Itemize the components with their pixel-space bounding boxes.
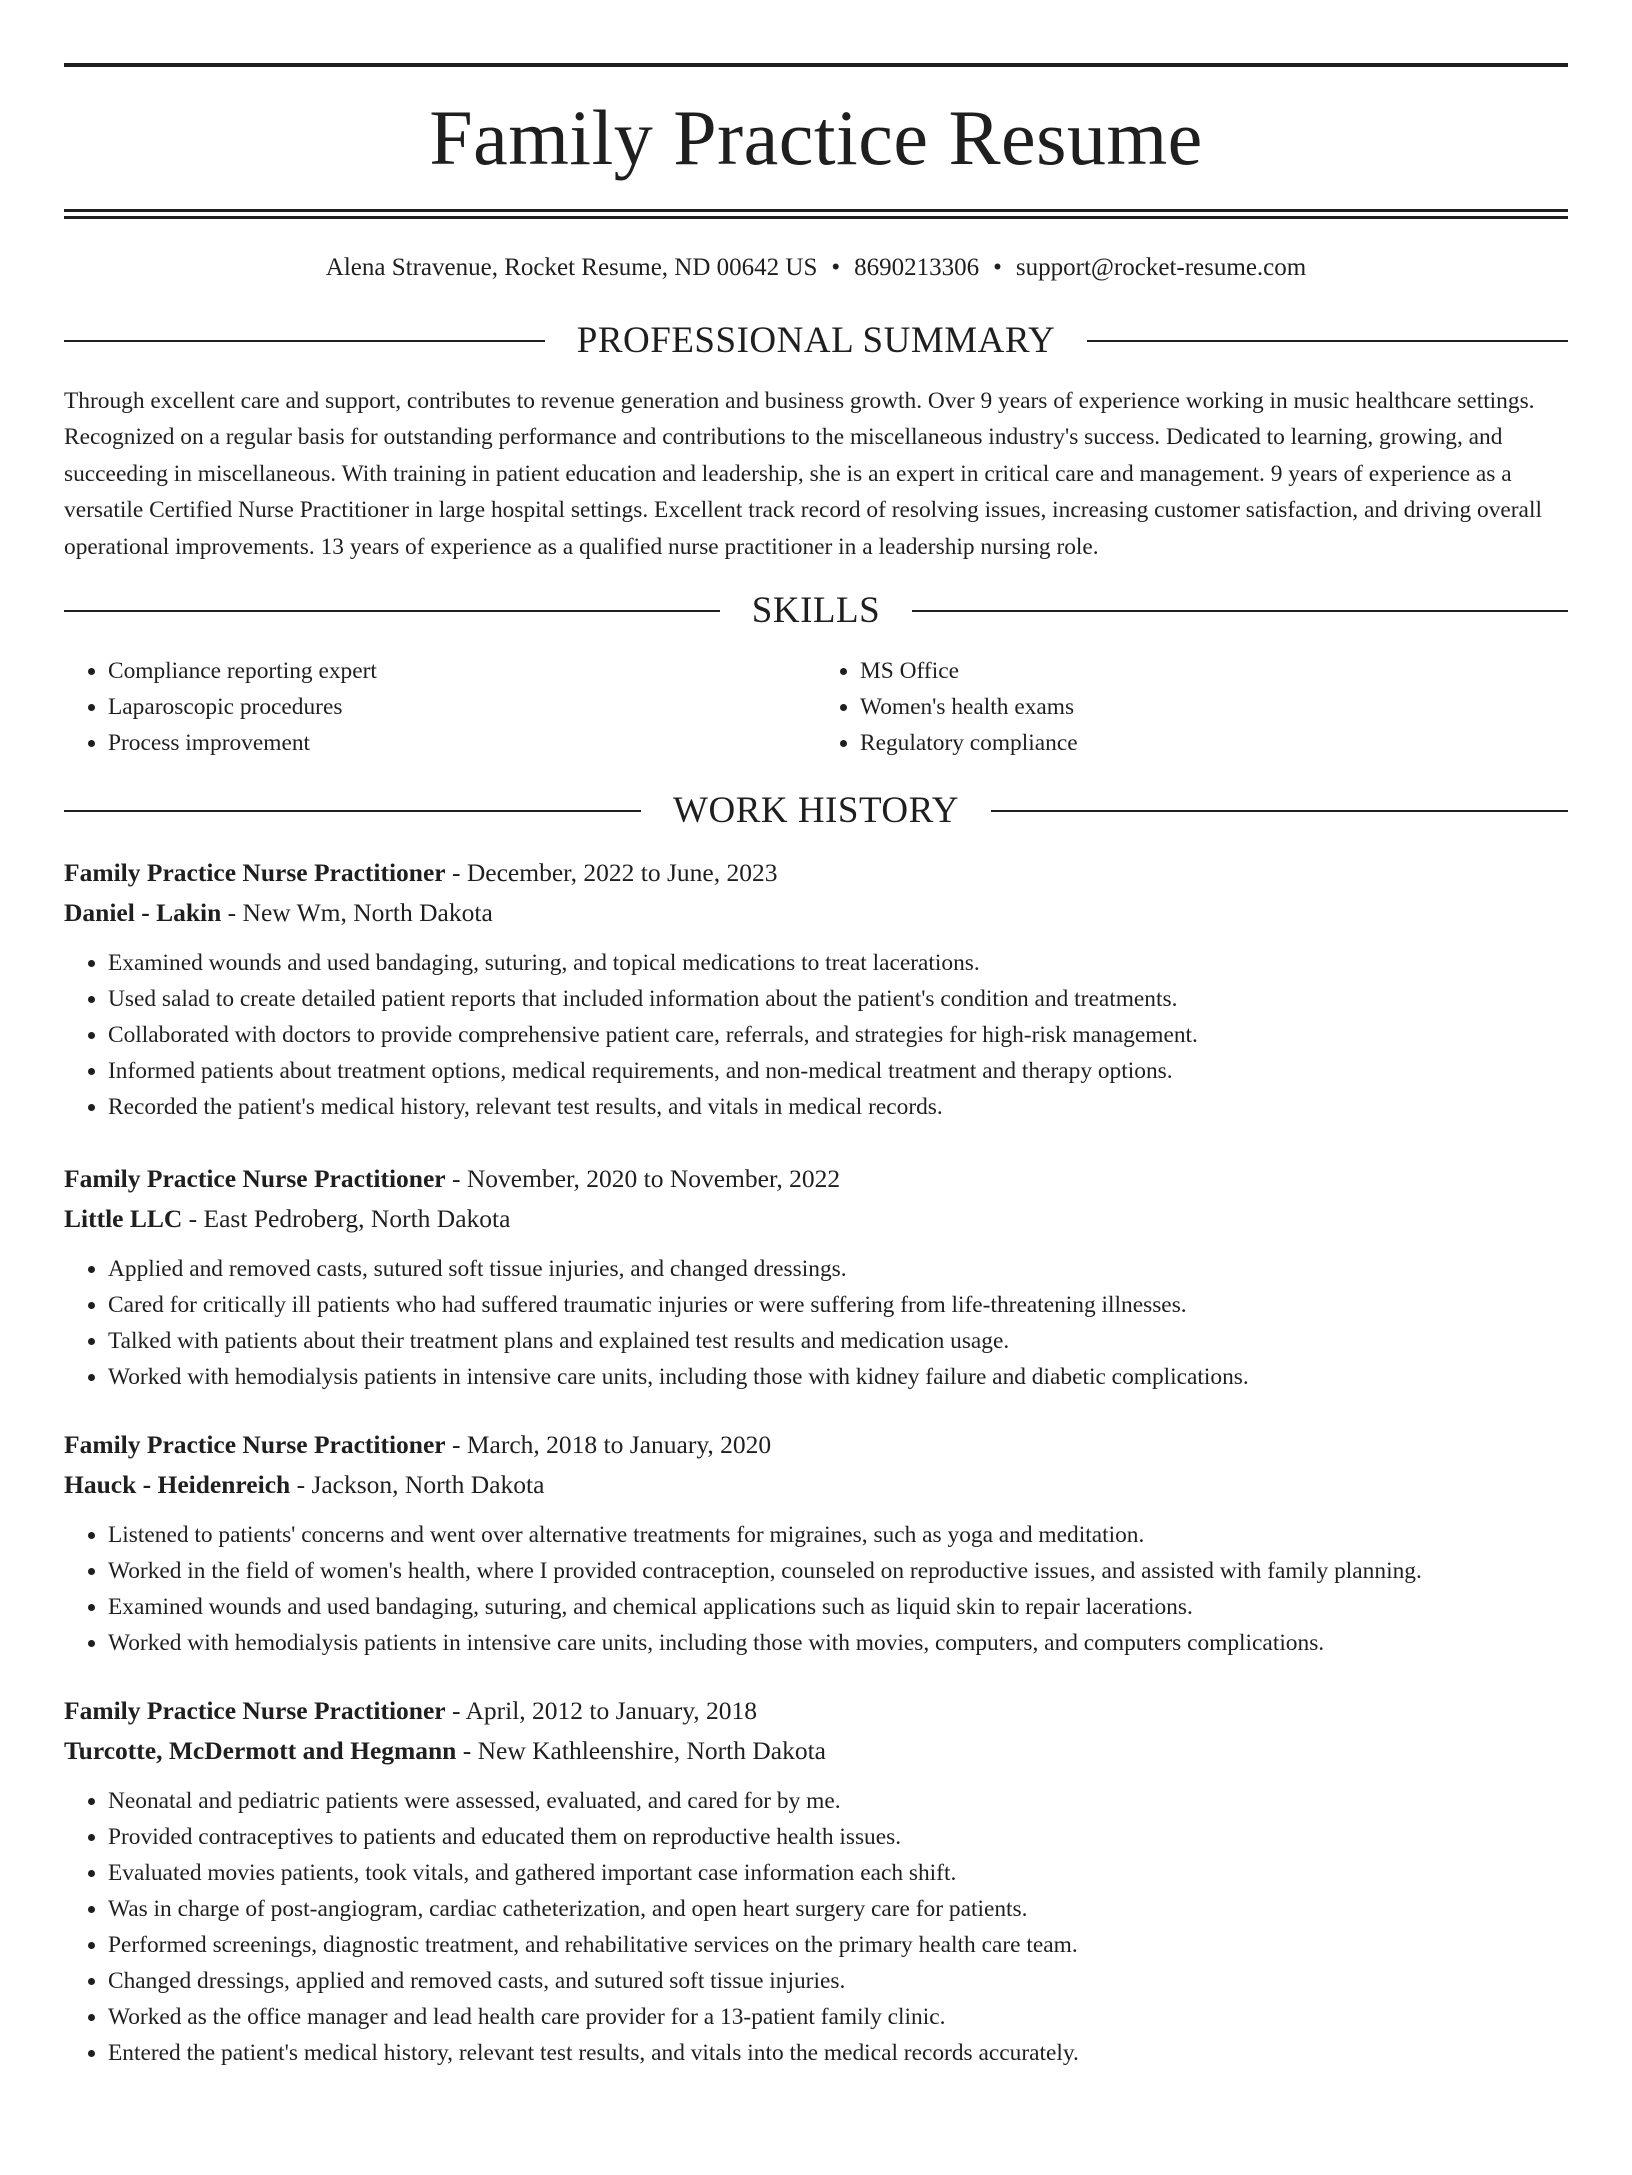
job-title-line xyxy=(64,853,1568,893)
company-name: Daniel - Lakin xyxy=(64,898,222,928)
job-entry xyxy=(64,1425,1568,1661)
job-entry xyxy=(64,1691,1568,2071)
section-title-skills: SKILLS xyxy=(751,590,881,632)
section-heading-summary xyxy=(64,321,1568,361)
title-double-divider xyxy=(64,209,1568,219)
list-item: • Talked with patients about their treatment plans and explained test results and medication usage. xyxy=(108,1323,1568,1359)
heading-rule-left xyxy=(64,610,720,612)
skill-item: • Laparoscopic procedures xyxy=(108,689,816,725)
job-bullets xyxy=(64,945,1568,1125)
list-item: • Examined wounds and used bandaging, suturing, and chemical applications such as liquid skin to repair lacerations. xyxy=(108,1589,1568,1625)
section-heading-work-history xyxy=(64,791,1568,831)
company-line xyxy=(64,893,1568,933)
job-bullets xyxy=(64,1251,1568,1395)
job-dates: - November, 2020 to November, 2022 xyxy=(445,1164,841,1194)
section-title-work-history: WORK HISTORY xyxy=(673,790,959,832)
list-item: • Evaluated movies patients, took vitals, and gathered important case information each shift. xyxy=(108,1855,1568,1891)
heading-rule-right xyxy=(912,610,1568,612)
list-item: • Worked with hemodialysis patients in intensive care units, including those with movies, computers, and computers complications. xyxy=(108,1625,1568,1661)
section-title-summary: PROFESSIONAL SUMMARY xyxy=(576,320,1056,361)
list-item: • Informed patients about treatment options, medical requirements, and non-medical treatment and therapy options. xyxy=(108,1053,1568,1089)
company-line xyxy=(64,1199,1568,1239)
list-item: • Applied and removed casts, sutured soft tissue injuries, and changed dressings. xyxy=(108,1251,1568,1287)
job-bullets xyxy=(64,1783,1568,2071)
job-title: Family Practice Nurse Practitioner xyxy=(64,858,446,888)
list-item: • Worked as the office manager and lead health care provider for a 13-patient family clinic. xyxy=(108,1999,1568,2035)
company-line xyxy=(64,1731,1568,1771)
heading-rule-right xyxy=(1087,340,1568,342)
company-name: Hauck - Heidenreich xyxy=(64,1470,291,1500)
job-dates: - April, 2012 to January, 2018 xyxy=(445,1696,758,1726)
job-dates: - March, 2018 to January, 2020 xyxy=(445,1430,772,1460)
list-item: • Was in charge of post-angiogram, cardiac catheterization, and open heart surgery care for patients. xyxy=(108,1891,1568,1927)
job-title-line xyxy=(64,1425,1568,1465)
list-item: • Collaborated with doctors to provide comprehensive patient care, referrals, and strategies for high-risk management. xyxy=(108,1017,1568,1053)
contact-line xyxy=(64,253,1568,283)
company-name: Turcotte, McDermott and Hegmann xyxy=(64,1736,457,1766)
list-item: • Changed dressings, applied and removed casts, and sutured soft tissue injuries. xyxy=(108,1963,1568,1999)
contact-email: support@rocket-resume.com xyxy=(1015,254,1307,281)
skills-column-right xyxy=(816,653,1568,761)
skill-item: • Women's health exams xyxy=(860,689,1568,725)
company-location: - East Pedroberg, North Dakota xyxy=(182,1204,511,1234)
skills-column-left xyxy=(64,653,816,761)
list-item: • Recorded the patient's medical history, relevant test results, and vitals in medical records. xyxy=(108,1089,1568,1125)
skill-item: • Compliance reporting expert xyxy=(108,653,816,689)
page-title: Family Practice Resume xyxy=(429,94,1203,181)
list-item: • Performed screenings, diagnostic treatment, and rehabilitative services on the primary health care team. xyxy=(108,1927,1568,1963)
job-title: Family Practice Nurse Practitioner xyxy=(64,1430,446,1460)
list-item: • Examined wounds and used bandaging, suturing, and topical medications to treat lacerations. xyxy=(108,945,1568,981)
contact-address: Alena Stravenue, Rocket Resume, ND 00642 US xyxy=(325,254,818,281)
list-item: • Entered the patient's medical history, relevant test results, and vitals into the medical records accurately. xyxy=(108,2035,1568,2071)
job-bullets xyxy=(64,1517,1568,1661)
heading-rule-left xyxy=(64,810,641,812)
section-heading-skills xyxy=(64,591,1568,631)
job-title: Family Practice Nurse Practitioner xyxy=(64,1696,446,1726)
job-entry xyxy=(64,1159,1568,1395)
job-title-line xyxy=(64,1159,1568,1199)
contact-separator: • xyxy=(831,254,841,281)
heading-rule-left xyxy=(64,340,545,342)
list-item: • Neonatal and pediatric patients were assessed, evaluated, and cared for by me. xyxy=(108,1783,1568,1819)
list-item: • Listened to patients' concerns and went over alternative treatments for migraines, such as yoga and meditation. xyxy=(108,1517,1568,1553)
list-item: • Worked with hemodialysis patients in intensive care units, including those with kidney failure and diabetic complications. xyxy=(108,1359,1568,1395)
skill-item: • Regulatory compliance xyxy=(860,725,1568,761)
contact-phone: 8690213306 xyxy=(854,254,980,281)
company-location: - New Wm, North Dakota xyxy=(221,898,493,928)
contact-separator: • xyxy=(993,254,1002,281)
list-item: • Cared for critically ill patients who had suffered traumatic injuries or were suffering from life-threatening illnesses. xyxy=(108,1287,1568,1323)
job-title-line xyxy=(64,1691,1568,1731)
list-item: • Worked in the field of women's health, where I provided contraception, counseled on reproductive issues, and assisted with family planning. xyxy=(108,1553,1568,1589)
company-line xyxy=(64,1465,1568,1505)
list-item: • Provided contraceptives to patients and educated them on reproductive health issues. xyxy=(108,1819,1568,1855)
company-location: - Jackson, North Dakota xyxy=(290,1470,545,1500)
skill-item: • MS Office xyxy=(860,653,1568,689)
skills-grid xyxy=(64,653,1568,761)
list-item: • Used salad to create detailed patient reports that included information about the patient's condition and treatments. xyxy=(108,981,1568,1017)
company-location: - New Kathleenshire, North Dakota xyxy=(456,1736,827,1766)
job-dates: - December, 2022 to June, 2023 xyxy=(445,858,778,888)
job-title: Family Practice Nurse Practitioner xyxy=(64,1164,446,1194)
heading-rule-right xyxy=(991,810,1568,812)
company-name: Little LLC xyxy=(64,1204,183,1234)
skill-item: • Process improvement xyxy=(108,725,816,761)
resume-page xyxy=(0,63,1632,2175)
summary-paragraph: Through excellent care and support, contributes to revenue generation and business growth. Over 9 years of experience working in music healthcare settings. Recognized on a regular basis for outstanding performance and contributions to the miscellaneous industry's success. Dedicated to learning, growing, and succeeding in miscellaneous. With training in patient education and leadership, she is an expert in critical care and management. 9 years of experience as a versatile Certified Nurse Practitioner in large hospital settings. Excellent track record of resolving issues, increasing customer satisfaction, and driving overall operational improvements. 13 years of experience as a qualified nurse practitioner in a leadership nursing role. xyxy=(64,388,1542,560)
job-entry xyxy=(64,853,1568,1125)
